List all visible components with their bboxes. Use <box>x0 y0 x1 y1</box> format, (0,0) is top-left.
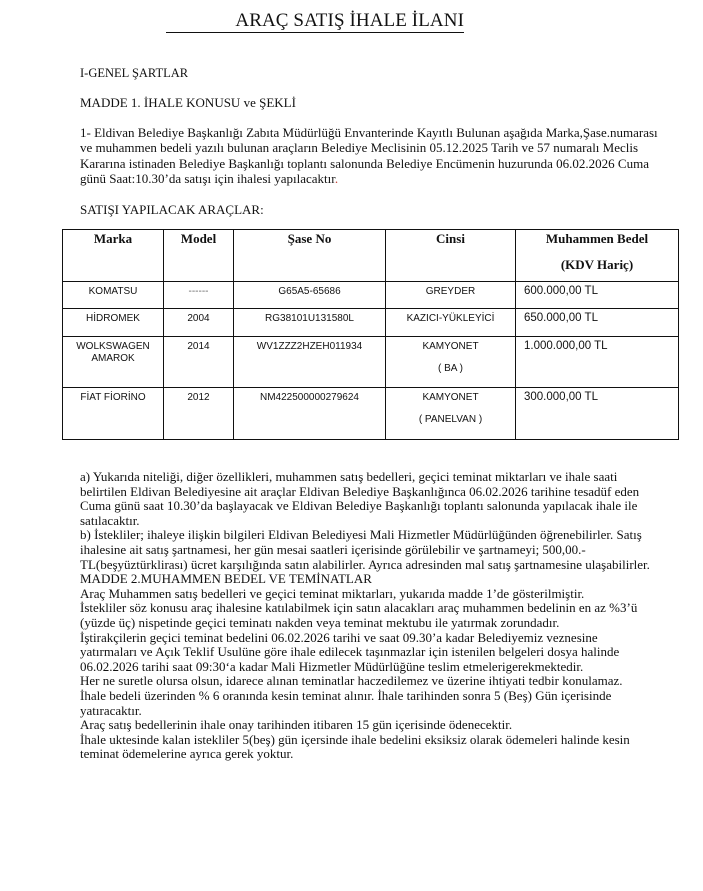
header-cinsi: Cinsi <box>386 230 516 282</box>
vehicles-heading: SATIŞI YAPILACAK ARAÇLAR: <box>80 202 264 217</box>
header-model: Model <box>164 230 234 282</box>
cell-cinsi-sub: ( PANELVAN ) <box>418 414 483 425</box>
madde2-heading: MADDE 2.MUHAMMEN BEDEL VE TEMİNATLAR <box>80 571 372 587</box>
conditions-body <box>80 470 650 762</box>
madde2-paragraph-3: İştirakçilerin geçici teminat bedelini 06.02.2026 tarihi ve saat 09.30’a kadar Belediyemiz veznesine yatırmaları ve Açık Teklif Usulüne göre ihale edilecek taşınmazlar için istenilen belgeleri dosya halinde 06.02.2026 tarihi saat 09:30‘a kadar Mali Hizmetler Müdürlüğüne teslim etmelerigerekmektedir. <box>80 629 620 674</box>
header-muhammen-bedel: Muhammen Bedel (KDV Hariç) <box>516 230 679 282</box>
cell-bedel: 1.000.000,00 TL <box>516 337 679 388</box>
madde1-heading: MADDE 1. İHALE KONUSU ve ŞEKLİ <box>80 95 296 110</box>
cell-marka: HİDROMEK <box>63 309 164 337</box>
header-marka: Marka <box>63 230 164 282</box>
table-row <box>63 282 679 309</box>
cell-sase-no: NM422500000279624 <box>234 388 386 440</box>
table-row <box>63 388 679 440</box>
vehicles-table <box>62 229 679 440</box>
document-title <box>166 10 464 33</box>
madde1-paragraph-period: . <box>334 170 339 186</box>
cell-model: ------ <box>164 282 234 309</box>
cell-sase-no: WV1ZZZ2HZEH011934 <box>234 337 386 388</box>
cell-cinsi-sub: ( BA ) <box>437 363 463 374</box>
section-heading: I-GENEL ŞARTLAR <box>80 66 189 80</box>
cell-model: 2012 <box>164 388 234 440</box>
madde2-paragraph-7: İhale uktesinde kalan istekliler 5(beş) gün içersinde ihale bedelini eksiksiz olarak ödemeleri halinde kesin teminat ödemelerine ayrıca gerek yoktur. <box>80 731 630 762</box>
cell-marka: FİAT FİORİNO <box>63 388 164 440</box>
cell-cinsi: KAMYONET ( PANELVAN ) <box>386 388 516 440</box>
document-title-text: ARAÇ SATIŞ İHALE İLANI <box>235 10 464 31</box>
cell-marka: KOMATSU <box>63 282 164 309</box>
table-header-row <box>63 230 679 282</box>
table-row <box>63 337 679 388</box>
madde1-paragraph <box>80 125 660 186</box>
madde2-paragraph-5: İhale bedeli üzerinden % 6 oranında kesin teminat alınır. İhale tarihinden sonra 5 (Beş) Gün içerisinde yatıracaktır. <box>80 687 612 718</box>
cell-bedel: 300.000,00 TL <box>516 388 679 440</box>
table-row <box>63 309 679 337</box>
cell-cinsi: KAZICI-YÜKLEYİCİ <box>386 309 516 337</box>
cell-cinsi: GREYDER <box>386 282 516 309</box>
madde2-paragraph-2: İstekliler söz konusu araç ihalesine katılabilmek için satın alacakları araç muhammen bedelinin en az %3’ü (yüzde üç) nispetinde geçici teminatı nakden veya teminat mektubu ile yatırmak zorundadır. <box>80 600 638 630</box>
header-sase-no: Şase No <box>234 230 386 282</box>
madde2-paragraph-1: Araç Muhammen satış bedelleri ve geçici teminat miktarları, yukarıda madde 1’de gösterilmiştir. <box>80 585 585 601</box>
paragraph-b: b) İstekliler; ihaleye ilişkin bilgileri Eldivan Belediyesi Mali Hizmetler Müdürlüğünden öğrenebilirler. Satış ihalesine ait satış şartnamesi, her gün mesai saatleri içerisinde görülebilir ve şartnameyi; 500,00.-TL(beşyüztürklirası) ücret karşılığında satın alabilirler. Ayrıca adresinden mal satış şartnamesine ulaşabilirler. <box>80 527 650 572</box>
madde2-paragraph-4: Her ne suretle olursa olsun, idarece alınan teminatlar haczedilemez ve üzerine ihtiyati tedbir konulamaz. <box>80 673 623 689</box>
paragraph-a: a) Yukarıda niteliği, diğer özellikleri, muhammen satış bedelleri, geçici teminat miktarları ve ihale saati belirtilen Eldivan Belediyesine ait araçlar Eldivan Belediye Başkanlığınca 06.02.2026 tarihine tesadüf eden Cuma günü saat 10.30’da başlayacak ve Eldivan Belediye Başkanlığı toplantı salonunda yapılacak ihale ile satılacaktır. <box>80 469 640 528</box>
cell-marka: WOLKSWAGEN AMAROK <box>63 337 164 388</box>
cell-bedel: 650.000,00 TL <box>516 309 679 337</box>
cell-model: 2014 <box>164 337 234 388</box>
cell-cinsi: KAMYONET ( BA ) <box>386 337 516 388</box>
cell-bedel: 600.000,00 TL <box>516 282 679 309</box>
cell-sase-no: G65A5-65686 <box>234 282 386 309</box>
madde2-paragraph-6: Araç satış bedellerinin ihale onay tarihinden itibaren 15 gün içerisinde ödenecektir. <box>80 717 513 733</box>
cell-model: 2004 <box>164 309 234 337</box>
cell-sase-no: RG38101U131580L <box>234 309 386 337</box>
madde1-paragraph-text: 1- Eldivan Belediye Başkanlığı Zabıta Müdürlüğü Envanterinde Kayıtlı Bulunan aşağıda Marka,Şase.numarası ve muhammen bedeli yazılı bulunan araçların Belediye Meclisinin 05.12.2025 Tarih ve 57 numaralı Meclis Kararına istinaden Belediye Başkanlığı toplantı salonunda Belediye Encümenin huzurunda 06.02.2026 Cuma günü Saat:10.30’da satışı için ihalesi yapılacaktır <box>80 125 658 186</box>
